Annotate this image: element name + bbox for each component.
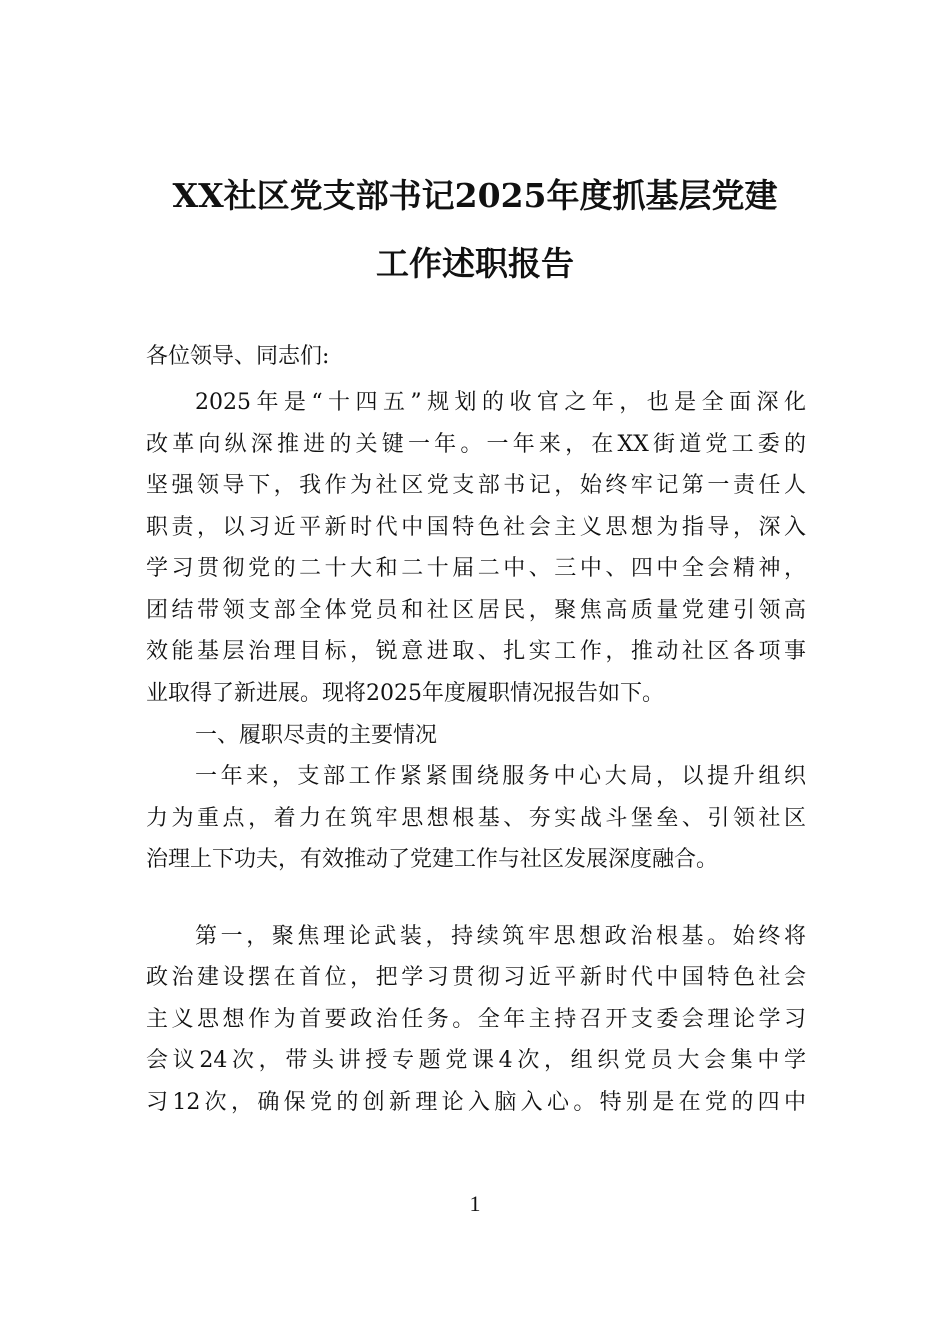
salutation: 各位领导、同志们:	[146, 344, 330, 369]
paragraph-1-line-7: 效能基层治理目标，锐意进取、扎实工作，推动社区各项事	[146, 639, 806, 664]
paragraph-1-line-3: 坚强领导下，我作为社区党支部书记，始终牢记第一责任人	[146, 473, 806, 498]
section1-paragraph-2-line-5: 习12次，确保党的创新理论入脑入心。特别是在党的四中	[146, 1090, 806, 1115]
section1-paragraph-2-line-4: 会议24次，带头讲授专题党课4次，组织党员大会集中学	[146, 1048, 806, 1073]
section1-paragraph-2-line-1: 第一，聚焦理论武装，持续筑牢思想政治根基。始终将	[195, 924, 806, 949]
section1-paragraph-1-line-3: 治理上下功夫，有效推动了党建工作与社区发展深度融合。	[146, 847, 719, 872]
paragraph-1-line-8: 业取得了新进展。现将2025年度履职情况报告如下。	[146, 681, 664, 706]
document-title-line-1: XX社区党支部书记2025年度抓基层党建	[172, 176, 778, 215]
paragraph-1-line-5: 学习贯彻党的二十大和二十届二中、三中、四中全会精神，	[146, 556, 806, 581]
paragraph-1-line-6: 团结带领支部全体党员和社区居民，聚焦高质量党建引领高	[146, 598, 806, 623]
paragraph-1-line-1: 2025年是“十四五”规划的收官之年，也是全面深化	[195, 390, 806, 415]
section1-paragraph-2-line-2: 政治建设摆在首位，把学习贯彻习近平新时代中国特色社会	[146, 965, 806, 990]
section1-paragraph-1-line-2: 力为重点，着力在筑牢思想根基、夯实战斗堡垒、引领社区	[146, 806, 806, 831]
section1-paragraph-1-line-1: 一年来，支部工作紧紧围绕服务中心大局，以提升组织	[195, 764, 806, 789]
paragraph-1-line-2: 改革向纵深推进的关键一年。一年来，在XX街道党工委的	[146, 432, 806, 457]
document-title-line-2: 工作述职报告	[376, 244, 574, 283]
page-number: 1	[469, 1191, 481, 1216]
section-heading-1: 一、履职尽责的主要情况	[195, 723, 438, 748]
paragraph-1-line-4: 职责，以习近平新时代中国特色社会主义思想为指导，深入	[146, 515, 806, 540]
section1-paragraph-2-line-3: 主义思想作为首要政治任务。全年主持召开支委会理论学习	[146, 1007, 806, 1032]
